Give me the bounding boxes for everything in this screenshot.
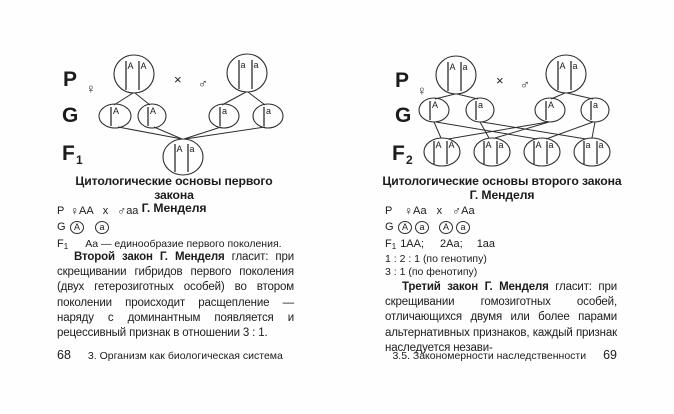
genotype-ratio: 1 : 2 : 1 (по генотипу) [385,252,487,265]
gamete-cell [99,104,131,128]
father-genotype: Аа [461,205,475,217]
male-symbol: ♂ [520,77,530,92]
chromosome-label: A [548,100,555,110]
chromosome-label: A [113,106,120,116]
chromosome-label: A [449,62,456,72]
chromosome-label: A [150,106,157,116]
third-law-paragraph [385,280,617,356]
page-right [337,0,674,414]
parent-cell-male [546,55,586,93]
paragraph-body: гласит: при скрещивании гибридов первого поколения (двух гетерозиготных особей) во втором поколении происходит расщепление — наряду с доминантным появляется и рецессивный признак в отношении 3 : 1. [57,251,294,340]
scheme-p-row [57,204,282,218]
mother-genotype: AA [79,205,94,217]
scheme-p-row [385,204,495,218]
gamete-circled: A [439,221,453,234]
chromosome-label: a [593,100,599,110]
f2-genotype: 1aa [476,238,496,250]
scheme-f-row [385,237,495,251]
scheme-p-label: P [57,205,65,217]
chromosome-label: A [435,140,442,150]
offspring-cell [474,138,510,166]
f2-genotype: 1AA; [400,238,425,250]
chromosome-label: A [432,100,439,110]
gamete-cell [419,98,449,122]
f-row-label: F [62,142,75,165]
first-law-cytology-diagram [0,0,337,190]
gamete-cell [581,98,609,122]
gamete-cell [253,104,283,128]
g-row-label: G [62,104,79,127]
offspring-cell [163,139,203,175]
gamete-cell [466,98,494,122]
cross-symbol: × [174,72,182,87]
descent-lines [114,92,265,139]
cross-symbol: х [436,205,443,217]
title-line-2: Г. Менделя [141,201,207,215]
scheme-p-label: P [385,205,393,217]
scheme-g-label: G [385,221,394,233]
gamete-cell [138,104,166,128]
female-symbol: ♀ [86,81,96,96]
mother-genotype: Аа [413,205,427,217]
parent-cell-female [114,55,154,93]
chromosome-label: A [535,140,542,150]
footer-left [57,348,283,362]
male-symbol: ♂ [452,204,462,218]
cross-scheme [385,204,495,278]
page-number: 68 [57,348,71,362]
chromosome-label: a [240,60,246,70]
f2-genotype: 2Aa; [440,238,463,250]
cross-scheme [57,204,282,251]
running-title: 3.5. Закономерности наследственности [392,350,587,362]
running-title: 3. Организм как биологическая система [87,350,283,362]
title-line-1: Цитологические основы первого закона [75,174,273,202]
f-row-sub: 2 [406,153,413,167]
female-symbol: ♀ [417,83,427,98]
p-row-label: P [395,69,410,92]
parent-cell-male [227,54,267,92]
chromosome-label: A [140,61,147,71]
chromosome-label: a [222,106,228,116]
gamete-cell [209,104,239,128]
chromosome-label: a [598,140,604,150]
scheme-f-label: F1 [385,237,397,251]
cross-symbol: × [496,73,504,88]
chromosome-label: a [253,60,259,70]
chromosome-label: a [585,140,591,150]
chromosome-label: a [548,140,554,150]
gamete-circled: A [70,221,84,234]
gamete-circled: A [398,221,412,234]
chromosome-label: a [498,140,504,150]
descent-lines [434,93,595,139]
p-row-label: P [63,68,78,91]
scheme-g-label: G [57,221,66,233]
offspring-cell [524,138,560,166]
chromosome-label: A [485,140,492,150]
male-symbol: ♂ [198,76,208,91]
f-row-sub: 1 [76,153,83,167]
offspring-cell [424,138,460,166]
f1-result-text: Aa — единообразие первого поколения. [85,238,282,250]
phenotype-ratio: 3 : 1 (по фенотипу) [385,265,478,278]
title-line-2: Г. Менделя [469,187,535,202]
section-title-second-law [382,175,622,202]
title-line-1: Цитологические основы второго закона [382,174,622,188]
female-symbol: ♀ [70,204,79,218]
second-law-paragraph [57,250,294,341]
scheme-f-label: F1 [57,237,69,251]
paragraph-lead: Третий закон Г. Менделя [402,281,549,293]
chromosome-label: a [189,144,195,154]
chromosome-label: a [266,106,272,116]
gamete-cell [535,98,565,122]
gamete-circled: a [456,221,470,234]
chromosome-label: a [572,61,578,71]
chromosome-label: a [462,62,468,72]
father-genotype: aa [126,205,139,217]
cross-symbol: х [102,205,109,217]
page-number: 69 [603,348,617,362]
chromosome-label: A [127,61,134,71]
male-symbol: ♂ [117,204,127,218]
footer-right [385,348,617,362]
chromosome-label: A [176,144,183,154]
paragraph-body: гласит: при скрещивании гомозиготных особей, отличающихся двумя или более парами альтернативных признаков, каждый признак наследуется незави- [385,281,617,354]
gamete-circled: a [95,221,109,234]
f-row-label: F [392,142,405,165]
scheme-g-row [385,220,495,234]
paragraph-lead: Второй закон Г. Менделя [74,251,225,263]
offspring-cell [574,138,610,166]
second-law-cytology-diagram [337,0,674,190]
scheme-f-row [57,237,282,251]
chromosome-label: a [478,100,484,110]
female-symbol: ♀ [404,204,413,218]
scheme-g-row [57,220,282,234]
chromosome-label: A [559,61,566,71]
parent-cell-female [436,56,476,94]
chromosome-label: A [448,140,455,150]
gamete-circled: a [415,221,429,234]
g-row-label: G [395,104,412,127]
